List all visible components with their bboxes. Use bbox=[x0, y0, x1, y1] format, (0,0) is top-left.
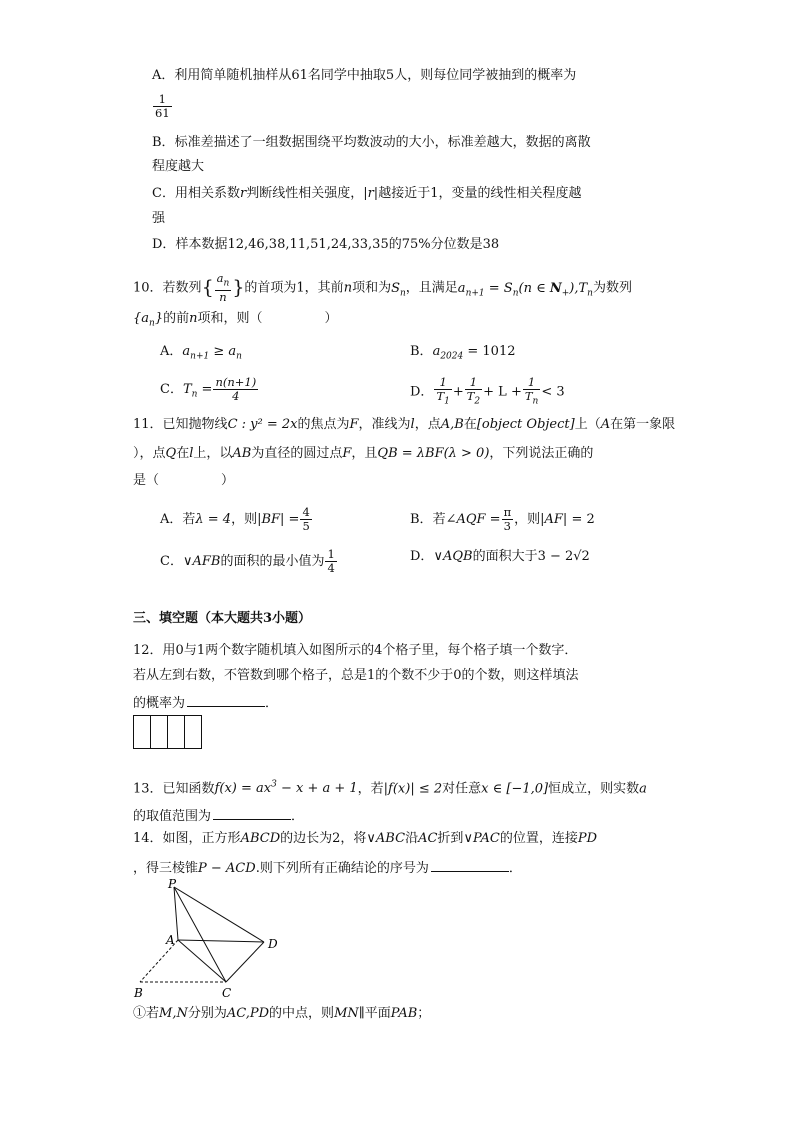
fraction: $\frac{\pi}{3}$ bbox=[503, 505, 512, 533]
option-prefix: A． bbox=[152, 68, 175, 83]
text: 判断线性相关强度， bbox=[246, 186, 364, 201]
option-prefix: D． bbox=[410, 549, 434, 564]
var: l bbox=[189, 446, 194, 461]
q12-line2: 若从左到右数，不管数到哪个格子，总是1的个数不少于0的个数，则这样填法 bbox=[133, 668, 579, 683]
option-prefix: D． bbox=[410, 384, 434, 400]
text: 样本数据 bbox=[175, 237, 228, 252]
text: 越接近于1，变量的线性相关程度越 bbox=[378, 186, 582, 201]
text: 若 bbox=[182, 512, 196, 527]
grid-cell bbox=[150, 715, 168, 749]
text: ①若 bbox=[133, 1006, 160, 1021]
triangle-abc: ∨ABC bbox=[366, 831, 406, 846]
text: 上（ bbox=[574, 417, 601, 432]
text: 恒成立，则实数 bbox=[548, 781, 640, 797]
q9-option-a bbox=[152, 67, 576, 85]
q10-option-a bbox=[160, 343, 242, 366]
text: 为数列 bbox=[592, 280, 632, 296]
text: 的中点，则 bbox=[269, 1006, 335, 1021]
denominator: 61 bbox=[155, 106, 170, 120]
q11-line1 bbox=[133, 416, 675, 434]
text: 的首项为1，其前 bbox=[244, 280, 344, 296]
close-paren: ） bbox=[324, 311, 338, 326]
option-prefix: B． bbox=[152, 135, 175, 150]
math: λ = 4 bbox=[195, 512, 232, 527]
q9-a-fraction bbox=[153, 93, 172, 120]
var: F bbox=[342, 446, 352, 461]
var: [object Object] bbox=[476, 417, 575, 432]
var: a bbox=[639, 781, 647, 797]
text: 折到 bbox=[437, 831, 464, 846]
text: + L + bbox=[483, 384, 522, 400]
condition: |f(x)| ≤ 2 bbox=[383, 781, 443, 797]
answer-blank bbox=[431, 857, 509, 872]
text: 用相关系数 bbox=[174, 186, 240, 201]
text: 已知函数 bbox=[162, 781, 215, 797]
math: ∠AQF = bbox=[445, 512, 501, 527]
text: 分别为 bbox=[187, 1006, 227, 1021]
close-paren: ） bbox=[221, 473, 235, 488]
numerator: 1 bbox=[153, 93, 172, 107]
text: 对任意 bbox=[442, 781, 482, 797]
grid-cell bbox=[167, 715, 185, 749]
q9-option-b-line1 bbox=[152, 134, 591, 152]
q11-option-c bbox=[160, 548, 338, 575]
q12-line3 bbox=[133, 692, 278, 713]
q9-option-c-line2: 强 bbox=[152, 211, 166, 226]
var: AC bbox=[418, 831, 438, 846]
value: = 2 bbox=[571, 512, 595, 527]
q14-line2 bbox=[133, 857, 522, 878]
text: 的取值范围为 bbox=[133, 809, 212, 824]
q10-option-d: D． $\frac{1}{T_1}$ + $\frac{1}{T_2}$ + L + $\frac{1}{T_n}$ < 3 bbox=[410, 375, 565, 407]
q11-option-d bbox=[410, 548, 590, 566]
q11-line3 bbox=[133, 472, 234, 490]
math: $T_n$ = bbox=[182, 382, 213, 400]
option-prefix: A． bbox=[160, 344, 183, 359]
q10-option-b bbox=[410, 343, 515, 366]
edge-ad bbox=[178, 940, 264, 942]
edge-pd bbox=[174, 887, 264, 942]
text: 的面积的最小值为 bbox=[220, 554, 325, 569]
math: $a_{2024}$ bbox=[432, 344, 464, 362]
text: 若 bbox=[432, 512, 446, 527]
text: .则下列所有正确结论的序号为 bbox=[255, 861, 429, 876]
q10-line2 bbox=[133, 310, 338, 333]
fraction: $\frac{1}{T_1}$ bbox=[436, 375, 450, 407]
text: 的前 bbox=[163, 311, 190, 326]
text: 在第一象限 bbox=[610, 417, 676, 432]
var-sn: $S_n$ bbox=[391, 280, 406, 299]
text: 为直径的圆过点 bbox=[251, 446, 343, 461]
triangle-pac: ∨PAC bbox=[463, 831, 500, 846]
var-n: n bbox=[189, 311, 198, 326]
answer-blank bbox=[187, 692, 265, 707]
var-n: n bbox=[343, 280, 353, 296]
text: ． bbox=[291, 809, 305, 824]
edge-ac bbox=[178, 940, 226, 982]
text: ． bbox=[265, 696, 279, 711]
four-cell-grid bbox=[133, 715, 202, 749]
q13-line2 bbox=[133, 805, 304, 826]
fraction: $\frac{n(n+1)}{4}$ bbox=[215, 375, 257, 403]
text: 的焦点为 bbox=[297, 417, 350, 432]
var: l bbox=[410, 417, 415, 432]
data-list: 12,46,38,11,51,24,33,35 bbox=[227, 237, 389, 252]
text: 的边长为2，将 bbox=[280, 831, 367, 846]
label-p: P bbox=[168, 877, 177, 891]
abs-r: |r| bbox=[363, 186, 379, 201]
math: ∨AQB bbox=[433, 549, 473, 564]
text: 的概率为 bbox=[133, 696, 186, 711]
text: ，若 bbox=[357, 781, 384, 797]
text: 在 bbox=[463, 417, 477, 432]
var: PAB bbox=[390, 1006, 418, 1021]
label-b: B bbox=[134, 986, 143, 1000]
text: ； bbox=[417, 1006, 431, 1021]
var: ABCD bbox=[240, 831, 281, 846]
var: P − ACD bbox=[198, 861, 256, 876]
var: Q bbox=[165, 446, 177, 461]
q10-option-c bbox=[160, 376, 259, 404]
math: |AF| bbox=[540, 512, 568, 527]
text: 是（ bbox=[133, 473, 160, 488]
text: ，点 bbox=[414, 417, 441, 432]
option-prefix: D． bbox=[152, 237, 176, 252]
recurrence: $a_{n+1} = S_n(n$ ∈ $N_+),T_n$ bbox=[457, 280, 593, 299]
question-number: 12． bbox=[133, 643, 163, 658]
text: 用0与1两个数字随机填入如图所示的4个格子里，每个格子填一个数字． bbox=[162, 643, 578, 658]
q9-option-b-line2: 程度越大 bbox=[152, 159, 205, 174]
math: ∨AFB bbox=[182, 554, 221, 569]
var: F bbox=[349, 417, 359, 432]
edge-pc bbox=[174, 887, 226, 982]
text: ，且 bbox=[351, 446, 378, 461]
option-text: 标准差描述了一组数据围绕平均数波动的大小，标准差越大，数据的离散 bbox=[174, 135, 591, 150]
vector-eq: QB = λBF(λ > 0) bbox=[377, 446, 490, 461]
fraction: $\frac{4}{5}$ bbox=[302, 505, 310, 533]
var: AC,PD bbox=[226, 1006, 270, 1021]
fraction: $\frac{1}{4}$ bbox=[327, 547, 335, 575]
seq-an: $\{a_n\}$ bbox=[133, 311, 164, 329]
question-number: 11． bbox=[133, 417, 163, 432]
var: PD bbox=[577, 831, 598, 846]
function: $f(x) = ax^3 - x + a + 1$ bbox=[214, 780, 358, 797]
var: MN bbox=[334, 1006, 359, 1021]
text: ，且满足 bbox=[405, 280, 458, 296]
text: 的75%分位数是38 bbox=[388, 237, 500, 252]
brace-close: } bbox=[232, 276, 245, 299]
option-prefix: B． bbox=[410, 344, 433, 359]
option-text: 利用简单随机抽样从61名同学中抽取5人，则每位同学被抽到的概率为 bbox=[174, 68, 577, 83]
text: ，则 bbox=[231, 512, 258, 527]
q14-line1 bbox=[133, 830, 597, 848]
question-number: 14． bbox=[133, 831, 163, 846]
var: A bbox=[600, 417, 611, 432]
question-number: 10． bbox=[133, 280, 163, 296]
var: AB bbox=[232, 446, 252, 461]
question-number: 13． bbox=[133, 781, 163, 797]
text: ，准线为 bbox=[358, 417, 411, 432]
text: ），点 bbox=[133, 446, 166, 461]
curve: C : y² = 2x bbox=[227, 417, 298, 432]
domain: x ∈ [−1,0] bbox=[481, 781, 549, 797]
text: 如图，正方形 bbox=[162, 831, 241, 846]
answer-blank bbox=[213, 805, 291, 820]
edge-cd bbox=[226, 942, 264, 982]
brace-open: { bbox=[201, 276, 214, 299]
text: 项和为 bbox=[352, 280, 392, 296]
fraction: $\frac{1}{T_n}$ bbox=[524, 375, 539, 407]
text: ． bbox=[508, 861, 522, 876]
section-title: 三、填空题（本大题共3小题） bbox=[133, 611, 312, 626]
text: ，得三棱锥 bbox=[133, 861, 199, 876]
an-over-n: $\frac{a_n}{n}$ bbox=[216, 271, 230, 305]
math: 3 − 2√2 bbox=[537, 549, 590, 564]
value: = 1012 bbox=[467, 344, 516, 359]
text: 沿 bbox=[405, 831, 419, 846]
q14-item-1 bbox=[133, 1005, 430, 1023]
q11-option-b bbox=[410, 506, 595, 533]
text: ，下列说法正确的 bbox=[489, 446, 594, 461]
q9-option-d bbox=[152, 236, 499, 254]
q12-line1 bbox=[133, 642, 577, 660]
math: |BF| = bbox=[257, 512, 300, 527]
option-prefix: B． bbox=[410, 512, 433, 527]
q13-line1 bbox=[133, 776, 647, 798]
q10-line1 bbox=[133, 272, 632, 304]
text: 的面积大于 bbox=[472, 549, 538, 564]
grid-cell bbox=[133, 715, 151, 749]
text: ，则 bbox=[514, 512, 541, 527]
text: 若数列 bbox=[162, 280, 202, 296]
math: $a_{n+1} \ge a_n$ bbox=[182, 344, 242, 362]
option-prefix: C． bbox=[160, 382, 183, 397]
var: M,N bbox=[159, 1006, 188, 1021]
fraction: $\frac{1}{T_2}$ bbox=[466, 375, 481, 407]
q11-line2 bbox=[133, 445, 593, 463]
var-r: r bbox=[239, 186, 247, 201]
option-prefix: C． bbox=[152, 186, 175, 201]
var: A,B bbox=[440, 417, 464, 432]
grid-cell bbox=[184, 715, 202, 749]
q11-option-a bbox=[160, 506, 313, 533]
text: 在 bbox=[176, 446, 190, 461]
text: 的位置，连接 bbox=[499, 831, 578, 846]
option-prefix: C． bbox=[160, 554, 183, 569]
q9-option-c-line1 bbox=[152, 185, 581, 203]
text: 上，以 bbox=[193, 446, 233, 461]
text: 已知抛物线 bbox=[162, 417, 228, 432]
label-c: C bbox=[222, 986, 232, 1000]
text: ∥平面 bbox=[358, 1006, 391, 1021]
text: < 3 bbox=[541, 384, 565, 400]
label-a: A bbox=[166, 933, 175, 947]
pyramid-figure bbox=[130, 876, 310, 1006]
option-prefix: A． bbox=[160, 512, 183, 527]
label-d: D bbox=[268, 937, 278, 951]
text: 项和，则（ bbox=[197, 311, 263, 326]
